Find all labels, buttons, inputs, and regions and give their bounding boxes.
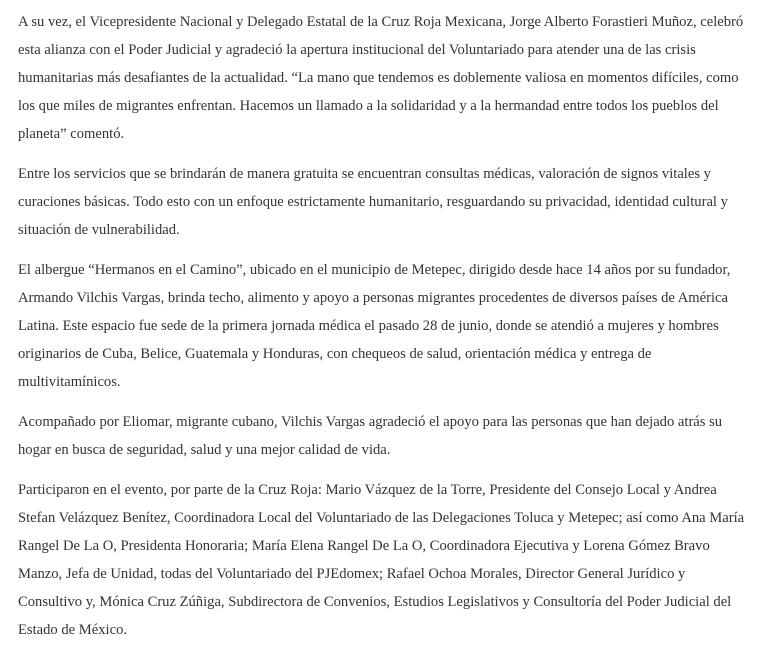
paragraph-eliomar: Acompañado por Eliomar, migrante cubano, Vilchis Vargas agradeció el apoyo para las personas que han dejado atrás su hogar en busca de seguridad, salud y una mejor calidad de vida. (18, 414, 723, 458)
paragraph-albergue: El albergue “Hermanos en el Camino”, ubicado en el municipio de Metepec, dirigido desde hace 14 años por su fundador, Armando Vilchis Vargas, brinda techo, alimento y apoyo a personas migrantes procedentes de diversos países de América Latina. Este espacio fue sede de la primera jornada médica el pasado 28 de junio, donde se atendió a mujeres y hombres originarios de Cuba, Belice, Guatemala y Honduras, con chequeos de salud, orientación médica y entrega de multivitamínicos. (18, 262, 731, 390)
paragraph-vicepresidente: A su vez, el Vicepresidente Nacional y Delegado Estatal de la Cruz Roja Mexicana, Jorge Alberto Forastieri Muñoz, celebró esta alianza con el Poder Judicial y agradeció la apertura institucional del Voluntariado para atender una de las crisis humanitarias más desafiantes de la actualidad. “La mano que tendemos es doblemente valiosa en momentos difíciles, como los que miles de migrantes enfrentan. Hacemos un llamado a la solidaridad y a la hermandad entre todos los pueblos del planeta” comentó. (18, 14, 744, 142)
paragraph-participantes: Participaron en el evento, por parte de la Cruz Roja: Mario Vázquez de la Torre, Presidente del Consejo Local y Andrea Stefan Velázquez Benítez, Coordinadora Local del Voluntariado de las Delegaciones Toluca y Metepec; así como Ana María Rangel De La O, Presidenta Honoraria; María Elena Rangel De La O, Coordinadora Ejecutiva y Lorena Gómez Bravo Manzo, Jefa de Unidad, todas del Voluntariado del PJEdomex; Rafael Ochoa Morales, Director General Jurídico y Consultivo y, Mónica Cruz Zúñiga, Subdirectora de Convenios, Estudios Legislativos y Consultoría del Poder Judicial del Estado de México. (18, 482, 745, 638)
paragraph-servicios: Entre los servicios que se brindarán de manera gratuita se encuentran consultas médicas, valoración de signos vitales y curaciones básicas. Todo esto con un enfoque estrictamente humanitario, resguardando su privacidad, identidad cultural y situación de vulnerabilidad. (18, 166, 728, 238)
article-body (18, 8, 750, 656)
